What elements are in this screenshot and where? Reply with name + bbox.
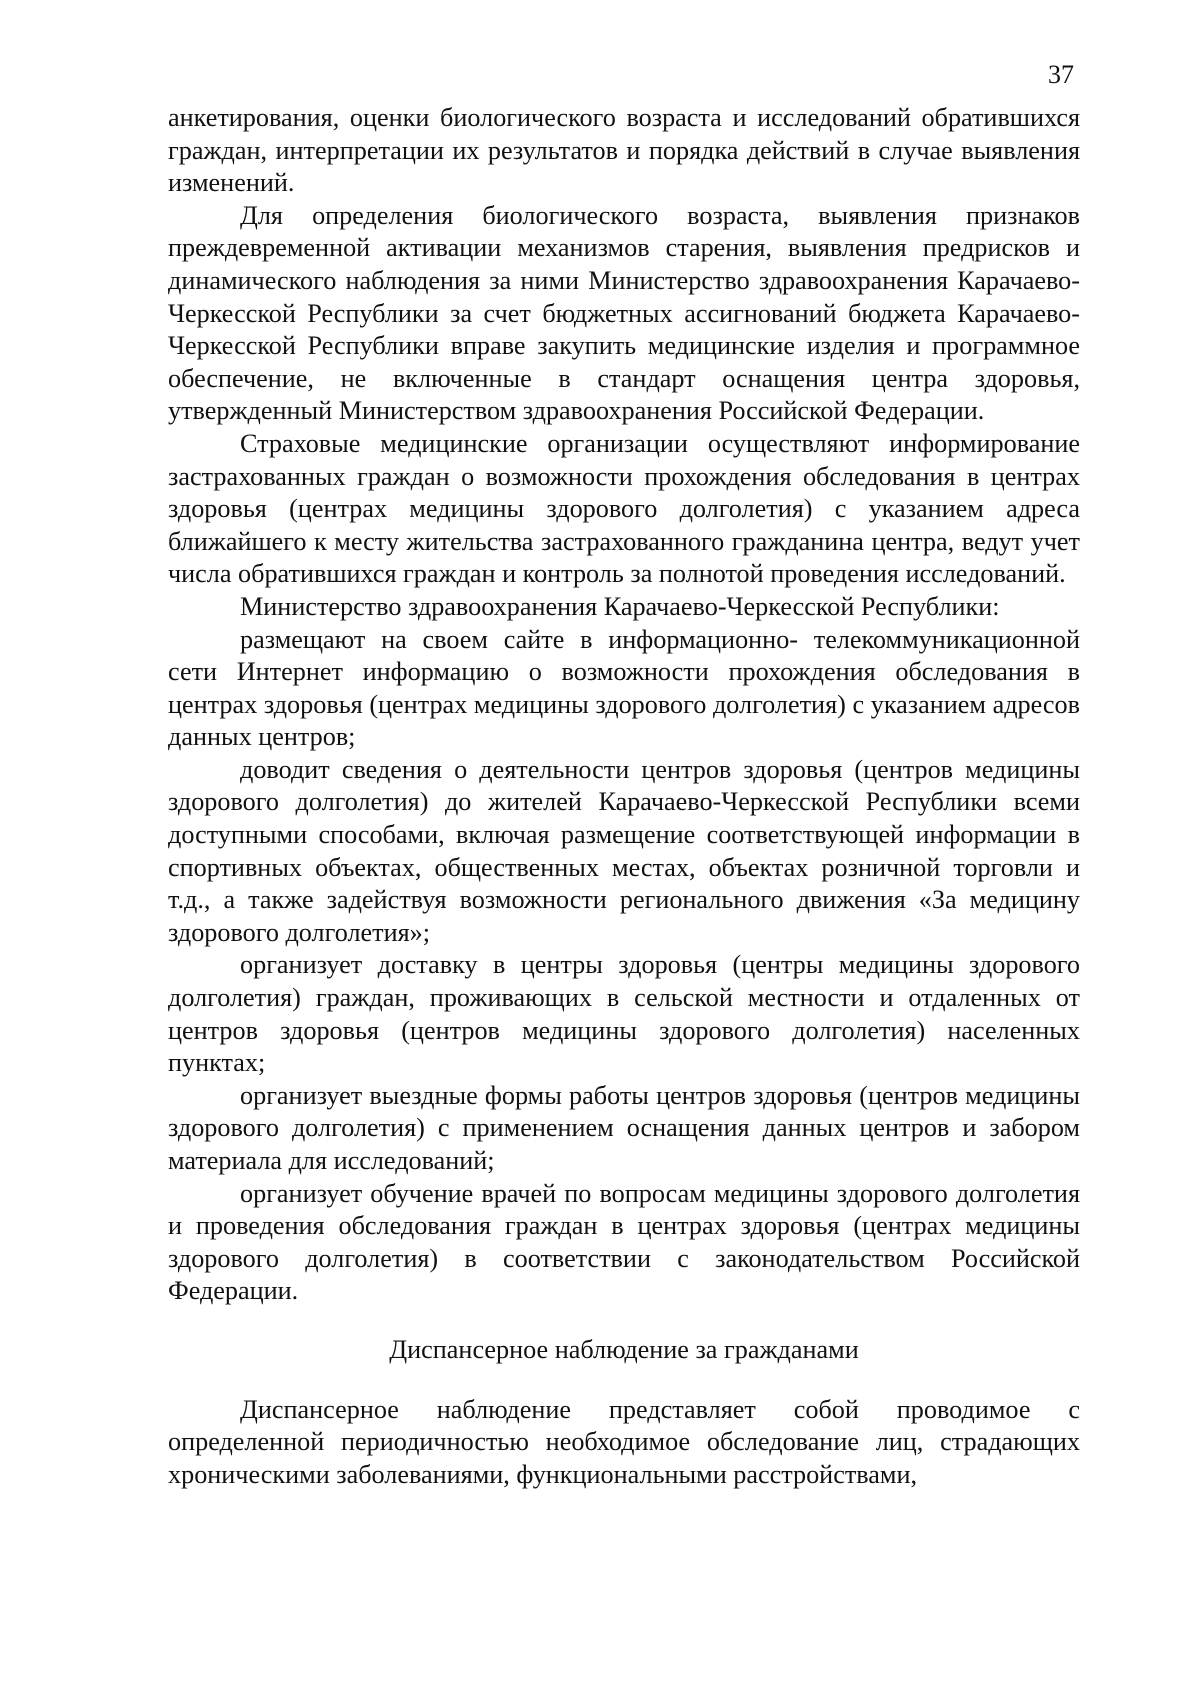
paragraph-ministry-intro: Министерство здравоохранения Карачаево-Черкесской Республики: bbox=[240, 591, 1000, 621]
document-body bbox=[168, 102, 1080, 1491]
page-number: 37 bbox=[1048, 60, 1074, 89]
paragraph-delivery: организует доставку в центры здоровья (центры медицины здорового долголетия) граждан, проживающих в сельской местности и отдаленных от центров здоровья (центров медицины здорового долголетия) населенных пунктах; bbox=[168, 950, 1080, 1078]
paragraph-training: организует обучение врачей по вопросам медицины здорового долголетия и проведения обследования граждан в центрах здоровья (центрах медицины здорового долголетия) в соответствии с законодательством Российской Федерации. bbox=[168, 1178, 1080, 1306]
paragraph-biological-age: Для определения биологического возраста, выявления признаков преждевременной активации механизмов старения, выявления предрисков и динамического наблюдения за ними Министерство здравоохранения Карачаево-Черкесской Республики за счет бюджетных ассигнований бюджета Карачаево-Черкесской Республики вправе закупить медицинские изделия и программное обеспечение, не включенные в стандарт оснащения центра здоровья, утвержденный Министерством здравоохранения Российской Федерации. bbox=[168, 200, 1080, 426]
section-heading: Диспансерное наблюдение за гражданами bbox=[389, 1334, 859, 1364]
paragraph-website-info: размещают на своем сайте в информационно- телекоммуникационной сети Интернет информацию о возможности прохождения обследования в центрах здоровья (центрах медицины здорового долголетия) с указанием адресов данных центров; bbox=[168, 624, 1080, 752]
paragraph-mobile-work: организует выездные формы работы центров здоровья (центров медицины здорового долголетия) с применением оснащения данных центров и забором материала для исследований; bbox=[168, 1080, 1080, 1175]
paragraph-insurance-organizations: Страховые медицинские организации осуществляют информирование застрахованных граждан о возможности прохождения обследования в центрах здоровья (центрах медицины здорового долголетия) с указанием адреса ближайшего к месту жительства застрахованного гражданина центра, ведут учет числа обратившихся граждан и контроль за полнотой проведения исследований. bbox=[168, 428, 1080, 589]
paragraph-continuation: анкетирования, оценки биологического возраста и исследований обратившихся граждан, интерпретации их результатов и порядка действий в случае выявления изменений. bbox=[168, 103, 1080, 198]
paragraph-dispensary-observation: Диспансерное наблюдение представляет собой проводимое с определенной периодичностью необходимое обследование лиц, страдающих хроническими заболеваниями, функциональными расстройствами, bbox=[168, 1394, 1080, 1489]
paragraph-inform-residents: доводит сведения о деятельности центров здоровья (центров медицины здорового долголетия) до жителей Карачаево-Черкесской Республики всеми доступными способами, включая размещение соответствующей информации в спортивных объектах, общественных местах, объектах розничной торговли и т.д., а также задействуя возможности регионального движения «За медицину здорового долголетия»; bbox=[168, 754, 1080, 947]
